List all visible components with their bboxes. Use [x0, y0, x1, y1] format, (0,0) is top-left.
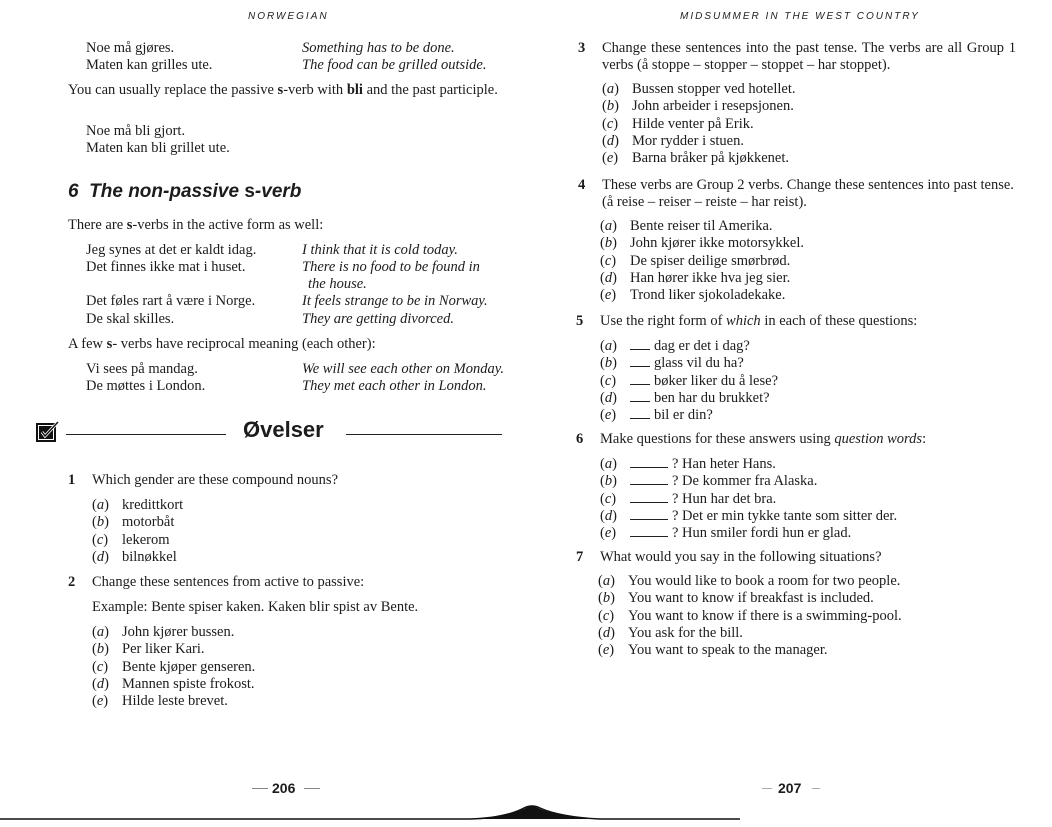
- intro-paragraph: You can usually replace the passive s-verb with bli and the past participle.: [68, 82, 498, 98]
- exercise-number: 4: [578, 177, 586, 193]
- exercise-prompt: Change these sentences into the past tense. The verbs are all Group 1 verbs (å stoppe – stopper – stoppet – har stoppet).: [602, 40, 1016, 73]
- english-translation: There is no food to be found in: [302, 259, 480, 275]
- english-translation: It feels strange to be in Norway.: [302, 293, 488, 309]
- exercise-item: ( c ) Bente kjøper genseren.: [92, 659, 255, 676]
- norwegian-text: Det føles rart å være i Norge.: [86, 293, 256, 309]
- reciprocal-example: [86, 378, 487, 395]
- page-number-dash: [304, 788, 320, 789]
- norwegian-text: Det finnes ikke mat i huset.: [86, 259, 246, 275]
- answer-blank: [630, 507, 668, 520]
- exercise-item: ( d ) ? Det er min tykke tante som sitter der.: [600, 507, 897, 524]
- reciprocal-example: [86, 361, 505, 378]
- english-translation: Something has to be done.: [302, 40, 455, 56]
- exercise-number: 6: [576, 431, 584, 447]
- english-translation: They are getting divorced.: [302, 311, 454, 327]
- exercise-item: ( c ) De spiser deilige smørbrød.: [600, 253, 804, 270]
- section-number: 6: [68, 181, 79, 202]
- left-running-head: NORWEGIAN: [248, 11, 329, 22]
- s-verb-example: [86, 293, 488, 310]
- norwegian-text: De skal skilles.: [86, 311, 175, 327]
- answer-blank: [630, 524, 668, 537]
- answer-blank: [630, 372, 650, 385]
- english-translation: We will see each other on Monday.: [302, 361, 505, 377]
- page-number: 207: [778, 780, 802, 796]
- answer-blank: [630, 389, 650, 402]
- norwegian-text: Jeg synes at det er kaldt idag.: [86, 242, 257, 258]
- exercise-item: ( d ) Mor rydder i stuen.: [602, 133, 796, 150]
- exercise-item: ( a ) dag er det i dag?: [600, 337, 778, 354]
- exercise-item: ( e ) Barna bråker på kjøkkenet.: [602, 150, 796, 167]
- norwegian-text: Maten kan grilles ute.: [86, 57, 213, 73]
- answer-blank: [630, 337, 650, 350]
- exercise-item: ( e ) bil er din?: [600, 406, 778, 423]
- heading-rule-right: [346, 434, 502, 435]
- intro-example: [86, 40, 455, 57]
- exercise-item: ( b ) ? De kommer fra Alaska.: [600, 472, 897, 489]
- exercise-check-icon: [36, 421, 60, 443]
- exercise-items: [92, 624, 255, 710]
- exercise-prompt: Which gender are these compound nouns?: [92, 472, 339, 488]
- english-translation: I think that it is cold today.: [302, 242, 458, 258]
- norwegian-text: Noe må gjøres.: [86, 40, 175, 56]
- answer-blank: [630, 472, 668, 485]
- exercise-item: ( b ) You want to know if breakfast is included.: [598, 590, 902, 607]
- exercise-item: ( a ) kredittkort: [92, 497, 183, 514]
- exercise-prompt: What would you say in the following situations?: [600, 549, 882, 565]
- exercise-prompt: Use the right form of which in each of these questions:: [600, 313, 918, 329]
- s-verb-example: [86, 311, 454, 328]
- exercise-item: ( a ) You would like to book a room for two people.: [598, 573, 902, 590]
- exercise-item: ( d ) ben har du brukket?: [600, 389, 778, 406]
- exercise-item: ( b ) glass vil du ha?: [600, 354, 778, 371]
- exercise-items: [602, 81, 796, 167]
- answer-blank: [630, 354, 650, 367]
- exercise-item: ( b ) motorbåt: [92, 514, 183, 531]
- exercise-item: ( b ) Per liker Kari.: [92, 641, 255, 658]
- book-spine-edge: [0, 804, 1052, 822]
- exercise-items: [598, 573, 902, 659]
- bli-example: Maten kan bli grillet ute.: [86, 140, 230, 156]
- exercise-items: [600, 218, 804, 304]
- exercise-item: ( b ) John kjører ikke motorsykkel.: [600, 235, 804, 252]
- exercise-item: ( d ) Han hører ikke hva jeg sier.: [600, 270, 804, 287]
- exercise-item: ( d ) Mannen spiste frokost.: [92, 676, 255, 693]
- exercise-item: ( a ) ? Han heter Hans.: [600, 455, 897, 472]
- exercise-item: ( c ) ? Hun har det bra.: [600, 490, 897, 507]
- english-translation: The food can be grilled outside.: [302, 57, 487, 73]
- exercise-items: [600, 455, 897, 541]
- english-translation-continued: the house.: [308, 276, 367, 292]
- exercise-item: ( e ) You want to speak to the manager.: [598, 642, 902, 659]
- bli-example: Noe må bli gjort.: [86, 123, 186, 139]
- exercise-items: [600, 337, 778, 423]
- english-translation: They met each other in London.: [302, 378, 487, 394]
- answer-blank: [630, 490, 668, 503]
- reciprocal-lead: A few s- verbs have reciprocal meaning (each other):: [68, 336, 376, 352]
- exercise-item: ( b ) John arbeider i resepsjonen.: [602, 98, 796, 115]
- exercise-item: ( a ) Bente reiser til Amerika.: [600, 218, 804, 235]
- answer-blank: [630, 455, 668, 468]
- exercise-items: [92, 497, 183, 566]
- norwegian-text: Vi sees på mandag.: [86, 361, 198, 377]
- exercise-item: ( d ) bilnøkkel: [92, 549, 183, 566]
- page-number-dash: [762, 788, 772, 789]
- norwegian-text: De møttes i London.: [86, 378, 206, 394]
- exercise-prompt: These verbs are Group 2 verbs. Change these sentences into past tense. (å reise – reiser – reiste – har reist).: [602, 177, 1014, 210]
- exercise-item: ( c ) You want to know if there is a swimming-pool.: [598, 608, 902, 625]
- exercise-prompt: Change these sentences from active to passive:: [92, 574, 365, 590]
- exercise-number: 7: [576, 549, 584, 565]
- s-verb-example: [86, 259, 480, 292]
- exercises-heading: Øvelser: [243, 417, 324, 442]
- section-heading: 6 The non-passive s-verb: [68, 181, 302, 202]
- exercise-number: 1: [68, 472, 76, 488]
- exercise-item: ( e ) Hilde leste brevet.: [92, 693, 255, 710]
- page-number: 206: [272, 780, 296, 796]
- section-lead: There are s-verbs in the active form as well:: [68, 217, 324, 233]
- page-number-dash: [252, 788, 268, 789]
- exercise-item: ( a ) Bussen stopper ved hotellet.: [602, 81, 796, 98]
- exercise-item: ( c ) bøker liker du å lese?: [600, 372, 778, 389]
- exercise-number: 2: [68, 574, 76, 590]
- answer-blank: [630, 406, 650, 419]
- exercise-item: ( e ) ? Hun smiler fordi hun er glad.: [600, 524, 897, 541]
- exercise-item: ( a ) John kjører bussen.: [92, 624, 255, 641]
- exercise-prompt: Make questions for these answers using question words:: [600, 431, 927, 447]
- right-running-head: MIDSUMMER IN THE WEST COUNTRY: [680, 11, 920, 22]
- exercise-number: 3: [578, 40, 586, 56]
- s-verb-example: [86, 242, 458, 259]
- heading-rule-left: [66, 434, 226, 435]
- exercise-example: Example: Bente spiser kaken. Kaken blir spist av Bente.: [92, 599, 419, 615]
- exercise-item: ( c ) lekerom: [92, 532, 183, 549]
- exercise-item: ( c ) Hilde venter på Erik.: [602, 116, 796, 133]
- intro-example: [86, 57, 487, 74]
- exercise-item: ( e ) Trond liker sjokoladekake.: [600, 287, 804, 304]
- exercise-number: 5: [576, 313, 584, 329]
- exercise-item: ( d ) You ask for the bill.: [598, 625, 902, 642]
- page-number-dash: [812, 788, 820, 789]
